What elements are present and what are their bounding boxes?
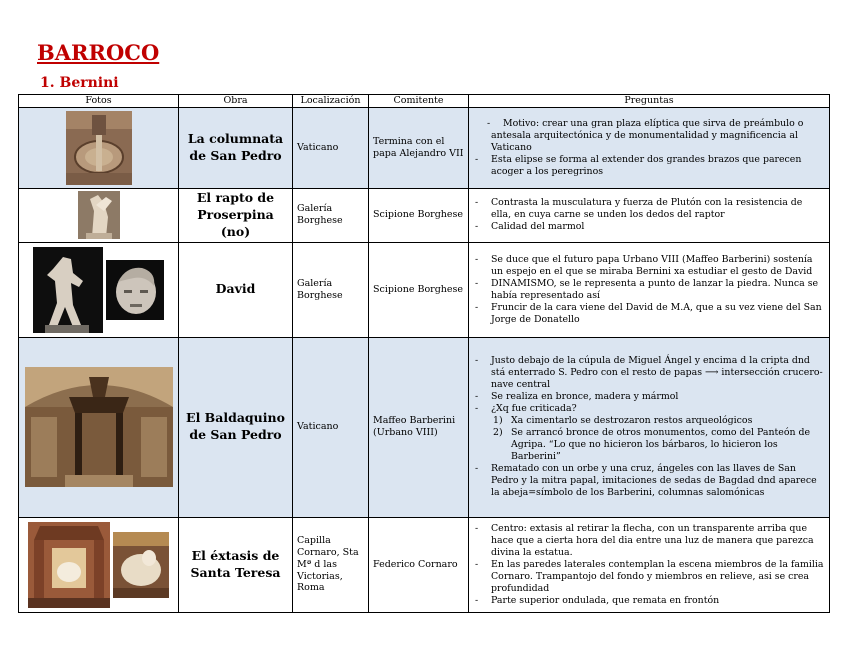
preguntas-cell: [469, 517, 830, 612]
list-item: - Fruncir de la cara viene del David de M.A, que a su vez viene del San Jorge de Donatello: [473, 302, 825, 326]
comitente-cell: Federico Cornaro: [369, 517, 469, 612]
preguntas-cell: [469, 189, 830, 243]
photo-cell: [19, 108, 179, 189]
list-item: - Esta elipse se forma al extender dos grandes brazos que parecen acoger a los peregrinos: [473, 154, 825, 178]
header-obra: Obra: [179, 95, 293, 108]
table-row: [19, 517, 830, 612]
extasis-sculpture-photo: [113, 532, 169, 598]
list-item: - Centro: extasis al retirar la flecha, con un transparente arriba que hace que a cierta hora del dia entre una luz de manera que parezca divina la estatua.: [473, 523, 825, 559]
sub-list-text: Se arrancó bronce de otros monumentos, como del Panteón de Agripa. “Lo que no hicieron los bárbaros, lo hicieron los Barberini”: [511, 427, 811, 463]
sub-list-item: [473, 415, 825, 427]
localizacion-cell: Vaticano: [293, 337, 369, 517]
sub-list-number: 2): [493, 427, 503, 439]
table-header-row: [19, 95, 830, 108]
columnata-photo: [66, 111, 132, 185]
list-item: - En las paredes laterales contemplan la escena miembros de la familia Cornaro. Trampantojo del fondo y miembros en relieve, asi se crea profundidad: [473, 559, 825, 595]
david-photo: [33, 247, 103, 333]
preguntas-cell: [469, 108, 830, 189]
localizacion-cell: Galería Borghese: [293, 189, 369, 243]
comitente-cell: Termina con el papa Alejandro VII: [369, 108, 469, 189]
sub-list-text: Xa cimentarlo se destrozaron restos arqueológicos: [511, 415, 753, 427]
header-localizacion: Localización: [293, 95, 369, 108]
comitente-cell: Maffeo Barberini (Urbano VIII): [369, 337, 469, 517]
header-preguntas: Preguntas: [469, 95, 830, 108]
sub-list: [473, 415, 825, 463]
list-item: [473, 403, 825, 463]
list-item: - Calidad del marmol: [473, 221, 825, 233]
localizacion-cell: Vaticano: [293, 108, 369, 189]
obra-cell: La columnata de San Pedro: [179, 108, 293, 189]
list-item: - DINAMISMO, se le representa a punto de lanzar la piedra. Nunca se había representado así: [473, 278, 825, 302]
list-item: - Se realiza en bronce, madera y mármol: [473, 391, 825, 403]
table-row: [19, 189, 830, 243]
list-item: - Se duce que el futuro papa Urbano VIII (Maffeo Barberini) sostenía un espejo en el que se miraba Bernini xa estudiar el gesto de David: [473, 254, 825, 278]
list-item-text: ¿Xq fue criticada?: [491, 403, 577, 415]
photo-cell: [19, 189, 179, 243]
table-row: [19, 108, 830, 189]
extasis-chapel-photo: [28, 522, 110, 608]
localizacion-cell: Galería Borghese: [293, 242, 369, 337]
sub-list-number: 1): [493, 415, 503, 427]
section-title: 1. Bernini: [40, 75, 119, 91]
comitente-cell: Scipione Borghese: [369, 242, 469, 337]
photo-cell: [19, 517, 179, 612]
obra-cell: El éxtasis de Santa Teresa: [179, 517, 293, 612]
table-row: [19, 337, 830, 517]
list-item: - Motivo: crear una gran plaza elíptica que sirva de preámbulo o antesala arquitectónica y de monumentalidad y magnificencia al Vaticano: [473, 118, 825, 154]
obra-cell: David: [179, 242, 293, 337]
works-table: [18, 94, 830, 613]
obra-cell: El Baldaquino de San Pedro: [179, 337, 293, 517]
sub-list-item: [473, 427, 825, 463]
proserpina-photo: [78, 191, 120, 239]
list-item: - Parte superior ondulada, que remata en frontón: [473, 595, 825, 607]
david-face-photo: [106, 260, 164, 320]
baldaquino-photo: [25, 367, 173, 487]
comitente-cell: Scipione Borghese: [369, 189, 469, 243]
obra-cell: El rapto de Proserpina (no): [179, 189, 293, 243]
photo-cell: [19, 337, 179, 517]
table-row: [19, 242, 830, 337]
photo-cell: [19, 242, 179, 337]
header-comitente: Comitente: [369, 95, 469, 108]
list-item: - Contrasta la musculatura y fuerza de Plutón con la resistencia de ella, en cuya carne se unden los dedos del raptor: [473, 197, 825, 221]
page-title: BARROCO: [37, 40, 160, 65]
header-fotos: Fotos: [19, 95, 179, 108]
localizacion-cell: Capilla Cornaro, Sta Mª d las Victorias, Roma: [293, 517, 369, 612]
preguntas-cell: [469, 242, 830, 337]
list-item: - Rematado con un orbe y una cruz, ángeles con las llaves de San Pedro y la mitra papal, imitaciones de sedas de Bagdad dnd aparece la abeja=símbolo de los Barberini, columnas salomónicas: [473, 463, 825, 499]
list-item: - Justo debajo de la cúpula de Miguel Ángel y encima d la cripta dnd stá enterrado S. Pedro con el resto de papas ⟶ intersección crucero-nave central: [473, 355, 825, 391]
preguntas-cell: [469, 337, 830, 517]
